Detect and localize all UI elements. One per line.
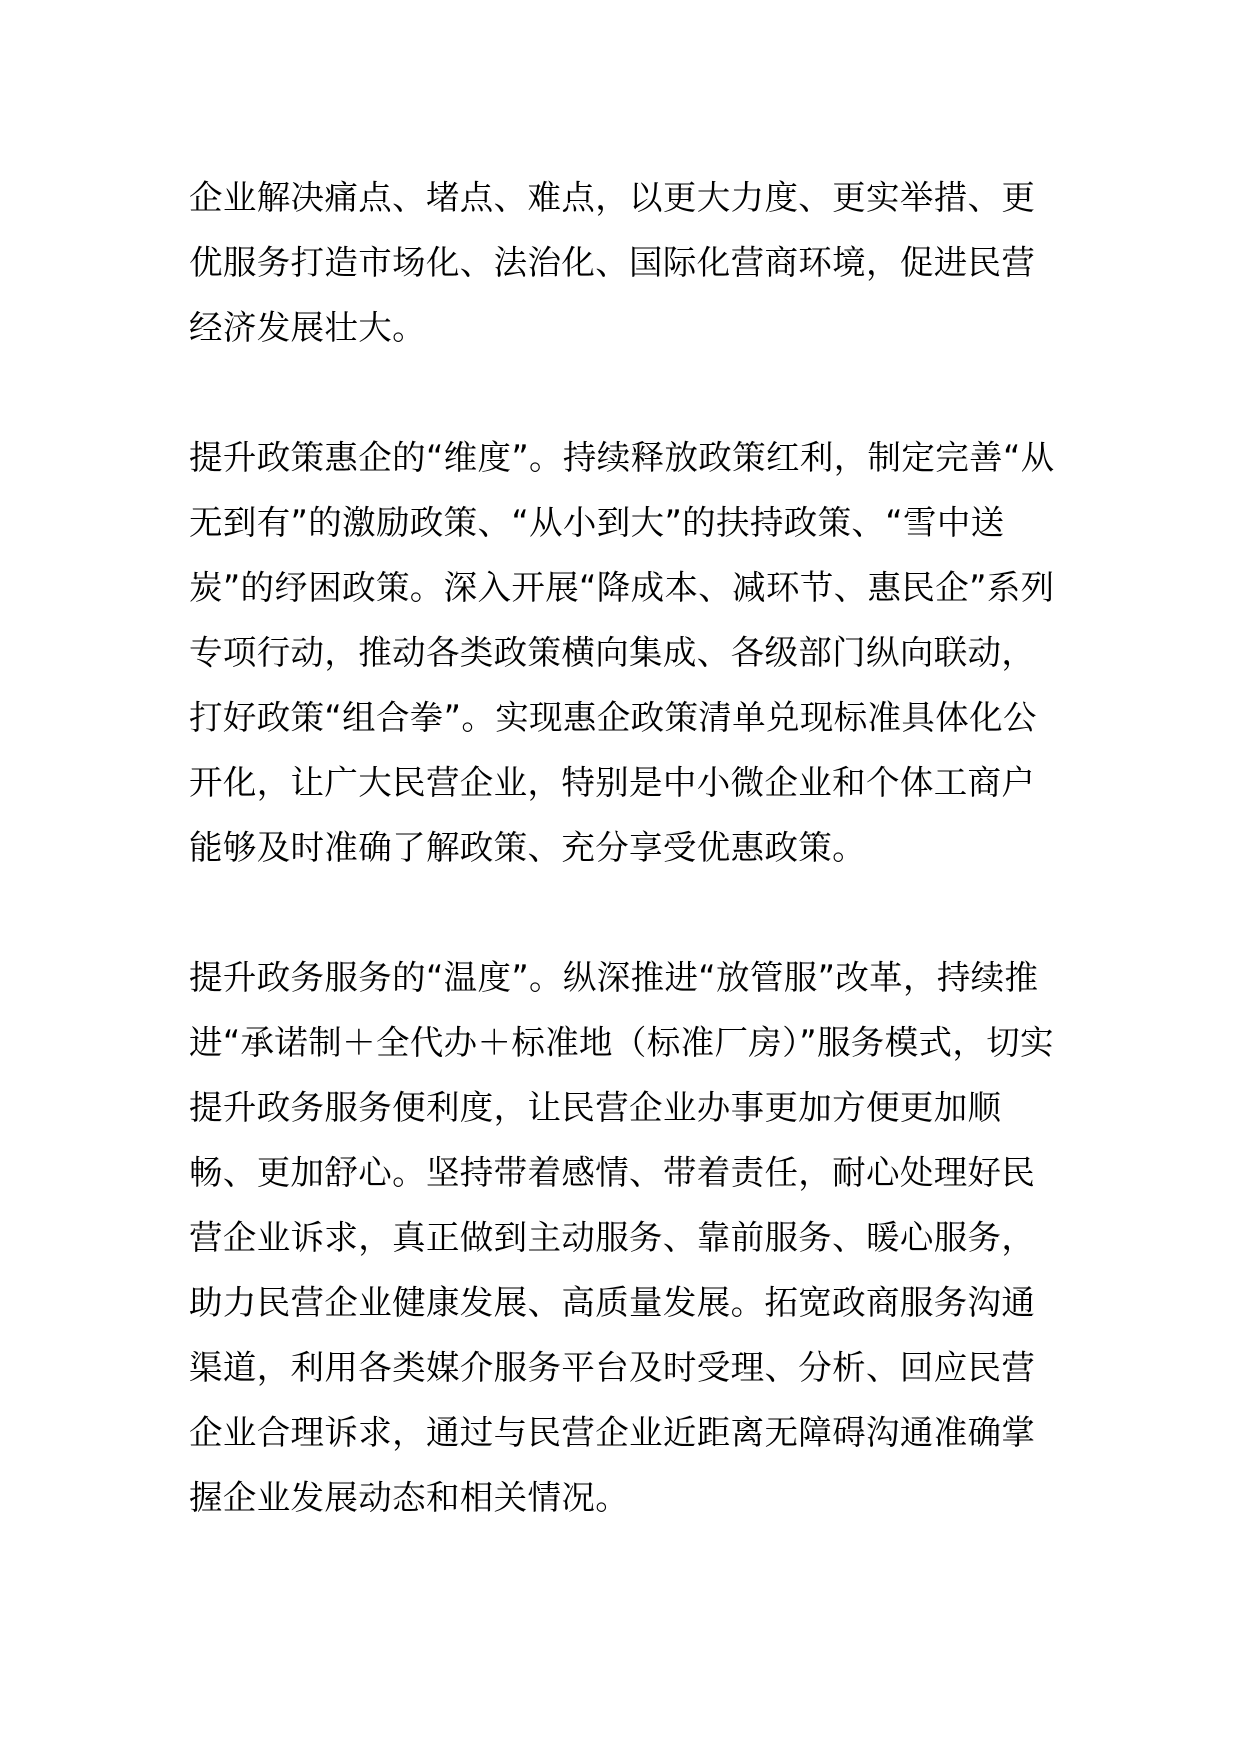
document-body <box>189 165 1059 1530</box>
paragraph-business-environment: 企业解决痛点、堵点、难点，以更大力度、更实举措、更优服务打造市场化、法治化、国际化营商环境，促进民营经济发展壮大。 <box>189 178 1036 347</box>
paragraph-service-warmth: 提升政务服务的“温度”。纵深推进“放管服”改革，持续推进“承诺制＋全代办＋标准地（标准厂房）”服务模式，切实提升政务服务便利度，让民营企业办事更加方便更加顺畅、更加舒心。坚持带着感情、带着责任，耐心处理好民营企业诉求，真正做到主动服务、靠前服务、暖心服务，助力民营企业健康发展、高质量发展。拓宽政商服务沟通渠道，利用各类媒介服务平台及时受理、分析、回应民营企业合理诉求，通过与民营企业近距离无障碍沟通准确掌握企业发展动态和相关情况。 <box>189 958 1054 1517</box>
paragraph-policy-dimension: 提升政策惠企的“维度”。持续释放政策红利，制定完善“从无到有”的激励政策、“从小到大”的扶持政策、“雪中送炭”的纾困政策。深入开展“降成本、减环节、惠民企”系列专项行动，推动各类政策横向集成、各级部门纵向联动，打好政策“组合拳”。实现惠企政策清单兑现标准具体化公开化，让广大民营企业，特别是中小微企业和个体工商户能够及时准确了解政策、充分享受优惠政策。 <box>189 438 1055 867</box>
